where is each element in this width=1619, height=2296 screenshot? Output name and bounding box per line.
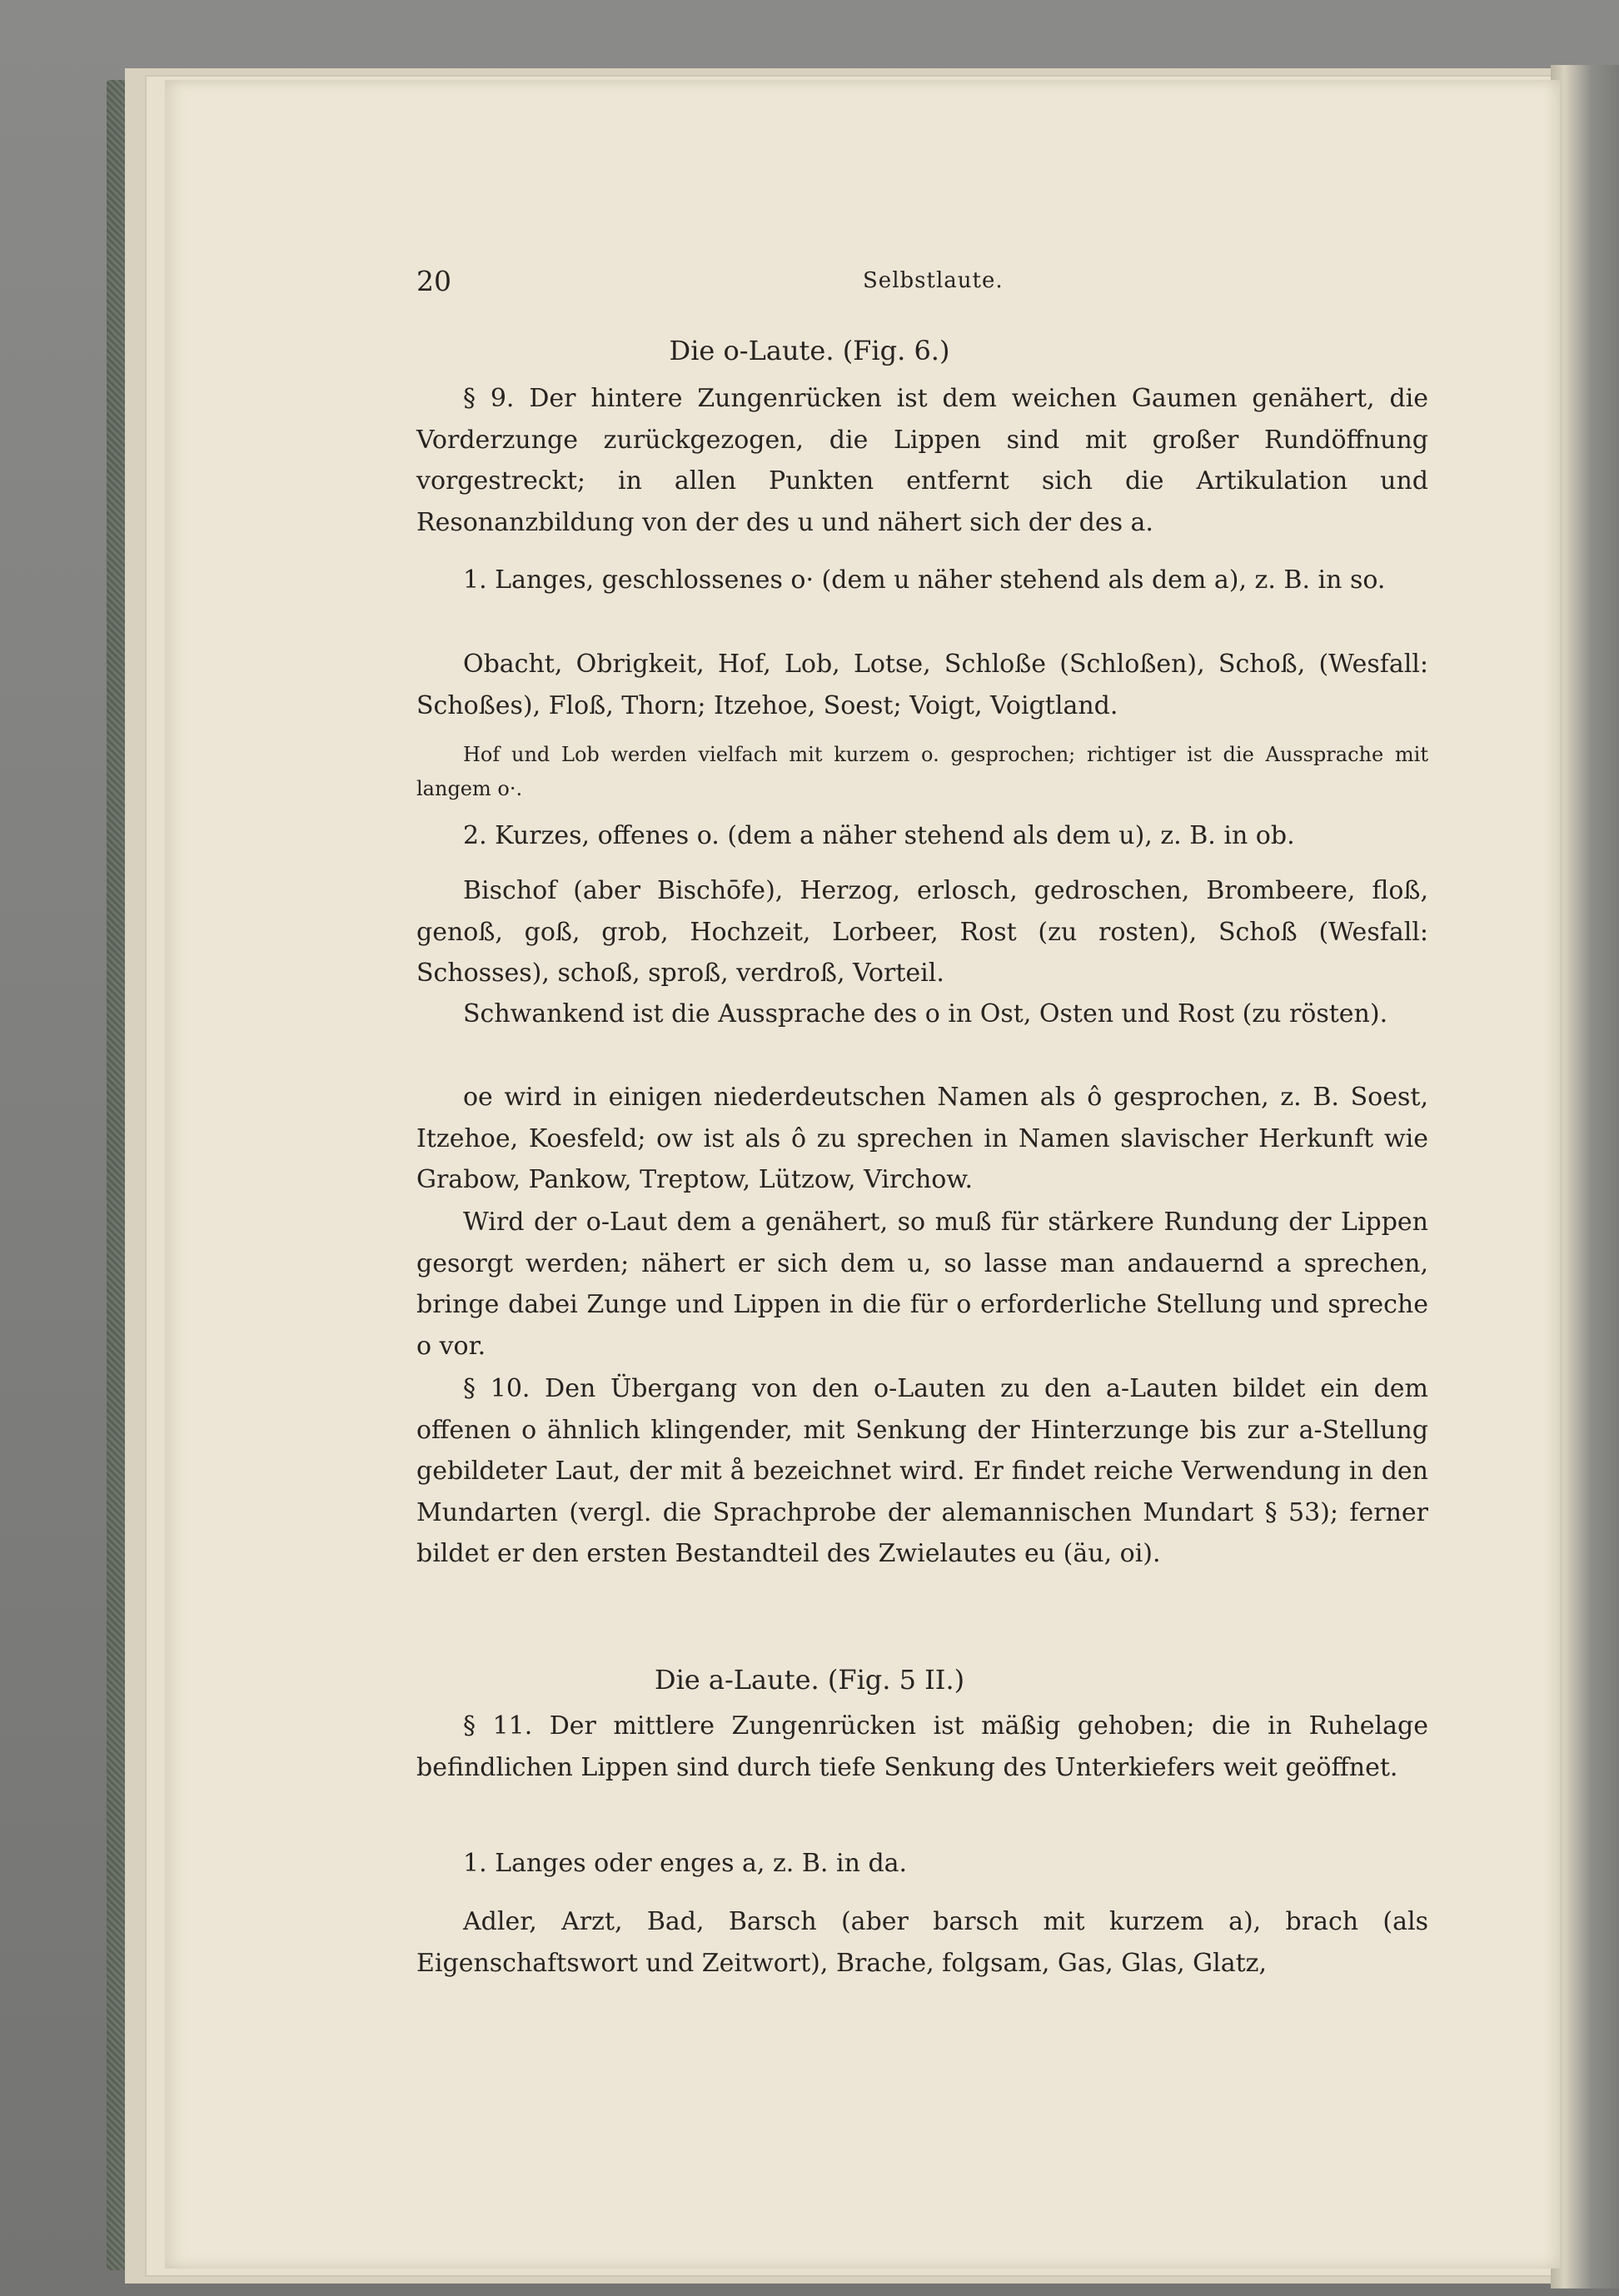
paragraph-9-item-2-examples: Bischof (aber Bischōfe), Herzog, erlosch, gedroschen, Brombeere, floß, genoß, goß, grob, Hochzeit, Lorbeer, Rost (zu rosten), Schoß (Wesfall: Schosses), schoß, sproß, verdroß, Vorteil. [416, 876, 1428, 988]
paragraph-9-oe: oe wird in einigen niederdeutschen Namen als ô gesprochen, z. B. Soest, Itzehoe, Koesfeld; ow ist als ô zu sprechen in Namen slavischer Herkunft wie Grabow, Pankow, Treptow, Lützow, Virchow. [416, 1083, 1428, 1194]
paragraph-10: § 10. Den Übergang von den o-Lauten zu den a-Lauten bildet ein dem offenen o ähnlich klingender, mit Senkung der Hinterzunge bis zur a-Stellung gebildeter Laut, der mit å bezeichnet wird. Er findet reiche Verwendung in den Mundarten (vergl. die Sprachprobe der alemannischen Mundart § 53); ferner bildet er den ersten Bestandteil des Zwielautes eu (äu, oi). [416, 1374, 1428, 1568]
paragraph-11: § 11. Der mittlere Zungenrücken ist mäßig gehoben; die in Ruhelage befindlichen Lippen sind durch tiefe Senkung des Unterkiefers weit geöffnet. [416, 1711, 1428, 1782]
section-heading-o-laute: Die o-Laute. (Fig. 6.) [669, 335, 950, 366]
paragraph-9-item-1-examples: Obacht, Obrigkeit, Hof, Lob, Lotse, Schloße (Schloßen), Schoß, (Wesfall: Schoßes), Floß, Thorn; Itzehoe, Soest; Voigt, Voigtland. [416, 650, 1428, 720]
paragraph-9-item-2: 2. Kurzes, offenes o. (dem a näher stehend als dem u), z. B. in ob. [463, 821, 1295, 850]
paragraph-9-wird: Wird der o-Laut dem a genähert, so muß für stärkere Rundung der Lippen gesorgt werden; nähert er sich dem u, so lasse man andauernd a sprechen, bringe dabei Zunge und Lippen in die für o erforderliche Stellung und spreche o vor. [416, 1208, 1428, 1361]
paragraph-9: § 9. Der hintere Zungenrücken ist dem weichen Gaumen genähert, die Vorderzunge zurückgezogen, die Lippen sind mit großer Rundöffnung vorgestreckt; in allen Punkten entfernt sich die Artikulation und Resonanzbildung von der des u und nähert sich der des a. [416, 384, 1428, 537]
right-book-edge [1551, 65, 1619, 2289]
paragraph-9-item-1-note: Hof und Lob werden vielfach mit kurzem o. gesprochen; richtiger ist die Aussprache mit langem o·. [416, 743, 1428, 800]
section-heading-a-laute: Die a-Laute. (Fig. 5 II.) [654, 1664, 965, 1696]
paragraph-9-schwankend: Schwankend ist die Aussprache des o in Ost, Osten und Rost (zu rösten). [463, 999, 1388, 1028]
paragraph-9-item-1: 1. Langes, geschlossenes o· (dem u näher stehend als dem a), z. B. in so. [463, 565, 1386, 595]
paragraph-11-item-1: 1. Langes oder enges a, z. B. in da. [463, 1849, 908, 1878]
page-number: 20 [416, 265, 451, 297]
paragraph-11-item-1-examples: Adler, Arzt, Bad, Barsch (aber barsch mit kurzem a), brach (als Eigenschaftswort und Zeitwort), Brache, folgsam, Gas, Glas, Glatz, [416, 1907, 1428, 1978]
running-head: Selbstlaute. [863, 268, 1004, 293]
